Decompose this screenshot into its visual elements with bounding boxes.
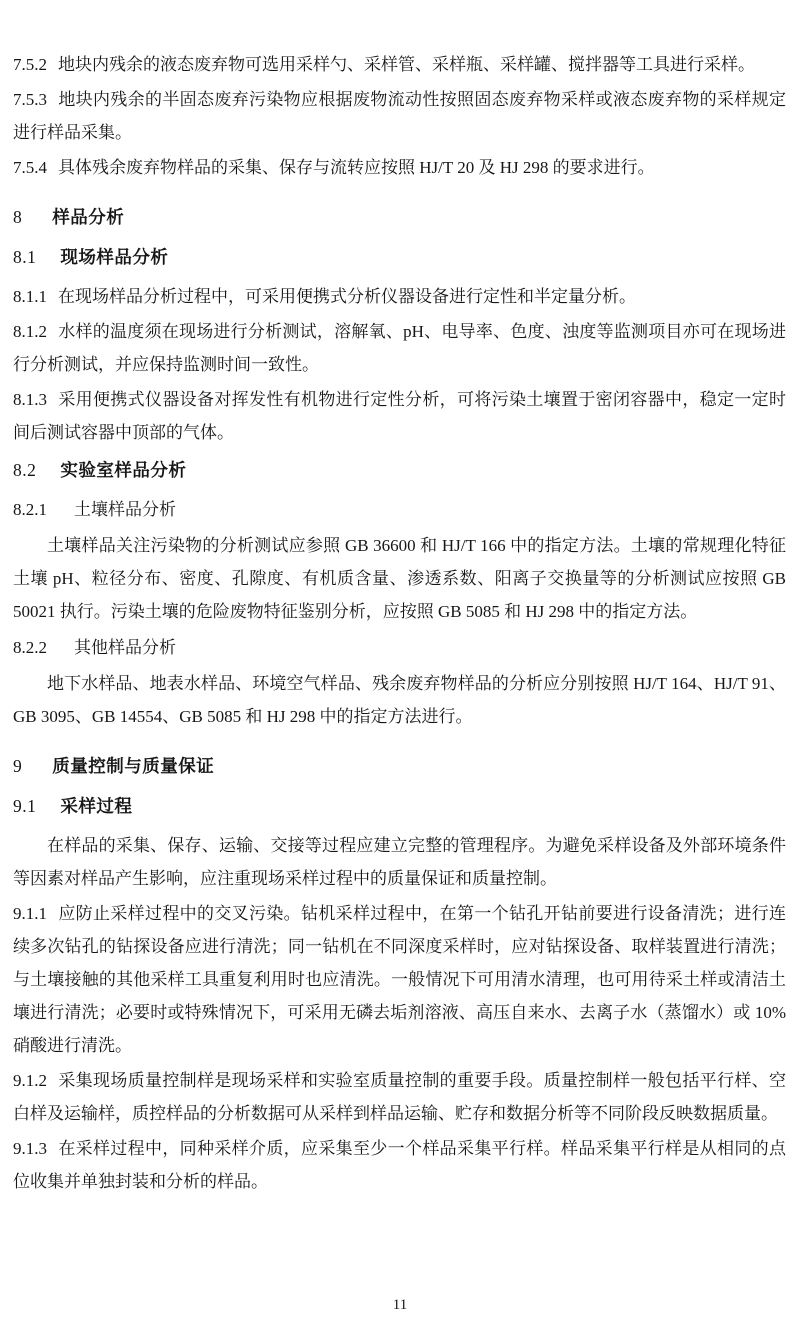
clause-text: 具体残余废弃物样品的采集、保存与流转应按照 HJ/T 20 及 HJ 298 的要求进行。: [58, 158, 655, 177]
section-heading-8-2: [13, 454, 786, 487]
section-title: 土壤样品分析: [74, 500, 176, 519]
section-number: 8.1: [13, 247, 37, 267]
section-heading-8-1: [13, 241, 786, 274]
section-number: 9.1: [13, 796, 37, 816]
section-title: 实验室样品分析: [60, 460, 187, 480]
clause-text: 采用便携式仪器设备对挥发性有机物进行定性分析，可将污染土壤置于密闭容器中，稳定一定时间后测试容器中顶部的气体。: [13, 390, 786, 442]
section-number: 9: [13, 756, 23, 776]
section-heading-9: [13, 750, 786, 783]
section-title: 其他样品分析: [74, 638, 176, 657]
clause-number: 9.1.3: [13, 1139, 47, 1158]
section-heading-9-1: [13, 790, 786, 823]
section-heading-8: [13, 201, 786, 234]
section-number: 8.2.2: [13, 638, 47, 657]
section-number: 8: [13, 207, 23, 227]
clause-number: 9.1.2: [13, 1071, 47, 1090]
paragraph-text: 土壤样品关注污染物的分析测试应参照 GB 36600 和 HJ/T 166 中的指定方法。土壤的常规理化特征土壤 pH、粒径分布、密度、孔隙度、有机质含量、渗透系数、阳离子交换量等的分析测试应按照 GB 50021 执行。污染土壤的危险废物特征鉴别分析，应按照 GB 5085 和 HJ 298 中的指定方法。: [13, 536, 786, 621]
section-number: 8.2.1: [13, 500, 47, 519]
paragraph-text: 地下水样品、地表水样品、环境空气样品、残余废弃物样品的分析应分别按照 HJ/T 164、HJ/T 91、GB 3095、GB 14554、GB 5085 和 HJ 298 中的指定方法进行。: [13, 674, 786, 726]
clause-9-1-3: [13, 1132, 786, 1198]
section-title: 质量控制与质量保证: [52, 756, 215, 776]
section-heading-8-2-2: [13, 631, 786, 664]
clause-text: 地块内残余的半固态废弃污染物应根据废物流动性按照固态废弃物采样或液态废弃物的采样规定进行样品采集。: [13, 90, 786, 142]
clause-number: 7.5.2: [13, 55, 47, 74]
paragraph-sampling-management: [13, 829, 786, 895]
clause-text: 在采样过程中，同种采样介质，应采集至少一个样品采集平行样。样品采集平行样是从相同的点位收集并单独封装和分析的样品。: [13, 1139, 786, 1191]
clause-8-1-2: [13, 315, 786, 381]
clause-text: 应防止采样过程中的交叉污染。钻机采样过程中，在第一个钻孔开钻前要进行设备清洗；进行连续多次钻孔的钻探设备应进行清洗；同一钻机在不同深度采样时，应对钻探设备、取样装置进行清洗；与土壤接触的其他采样工具重复利用时也应清洗。一般情况下可用清水清理，也可用待采土样或清洁土壤进行清洗；必要时或特殊情况下，可采用无磷去垢剂溶液、高压自来水、去离子水（蒸馏水）或 10%硝酸进行清洗。: [13, 904, 786, 1055]
clause-number: 7.5.3: [13, 90, 47, 109]
section-heading-8-2-1: [13, 493, 786, 526]
clause-number: 7.5.4: [13, 158, 47, 177]
section-title: 样品分析: [52, 207, 125, 227]
clause-number: 8.1.2: [13, 322, 47, 341]
clause-text: 地块内残余的液态废弃物可选用采样勺、采样管、采样瓶、采样罐、搅拌器等工具进行采样。: [58, 55, 755, 74]
clause-7-5-4: [13, 151, 786, 184]
clause-text: 水样的温度须在现场进行分析测试，溶解氧、pH、电导率、色度、浊度等监测项目亦可在现场进行分析测试，并应保持监测时间一致性。: [13, 322, 786, 374]
clause-9-1-1: [13, 897, 786, 1062]
page-number: 11: [392, 1297, 408, 1313]
paragraph-other-samples: [13, 667, 786, 733]
clause-9-1-2: [13, 1064, 786, 1130]
section-title: 现场样品分析: [60, 247, 169, 267]
clause-text: 采集现场质量控制样是现场采样和实验室质量控制的重要手段。质量控制样一般包括平行样、空白样及运输样，质控样品的分析数据可从采样到样品运输、贮存和数据分析等不同阶段反映数据质量。: [13, 1071, 786, 1123]
paragraph-soil-analysis: [13, 529, 786, 628]
clause-number: 9.1.1: [13, 904, 47, 923]
section-title: 采样过程: [60, 796, 133, 816]
clause-number: 8.1.3: [13, 390, 47, 409]
clause-8-1-3: [13, 383, 786, 449]
section-number: 8.2: [13, 460, 37, 480]
paragraph-text: 在样品的采集、保存、运输、交接等过程应建立完整的管理程序。为避免采样设备及外部环境条件等因素对样品产生影响，应注重现场采样过程中的质量保证和质量控制。: [13, 836, 786, 888]
clause-7-5-2: [13, 48, 786, 81]
clause-8-1-1: [13, 280, 786, 313]
clause-7-5-3: [13, 83, 786, 149]
clause-number: 8.1.1: [13, 287, 47, 306]
clause-text: 在现场样品分析过程中，可采用便携式分析仪器设备进行定性和半定量分析。: [58, 287, 636, 306]
